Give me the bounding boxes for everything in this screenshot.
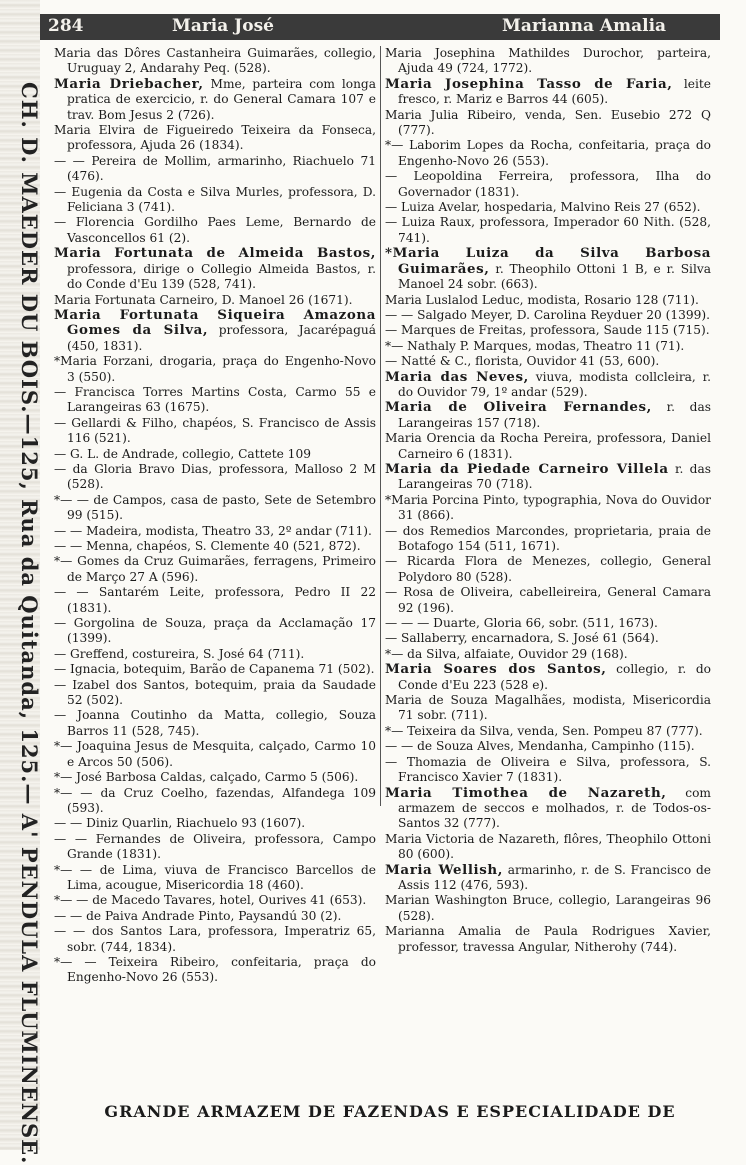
entry-text: — Joanna Coutinho da Matta, collegio, Souza Barros 11 (528, 745). — [54, 708, 376, 738]
directory-entry — [54, 447, 376, 462]
entry-text: Maria Elvira de Figueiredo Teixeira da Fonseca, professora, Ajuda 26 (1834). — [54, 123, 376, 153]
entry-text: — Sallaberry, encarnadora, S. José 61 (564). — [385, 631, 659, 646]
directory-entry — [385, 77, 711, 108]
directory-entry — [54, 539, 376, 554]
entry-name: Maria Wellish, — [385, 861, 503, 878]
entry-text: Mme, parteira com longa pratica de exercicio, r. do General Camara 107 e trav. Bom Jesus 2 (726). — [67, 76, 376, 122]
directory-entry — [54, 739, 376, 770]
directory-entry — [385, 755, 711, 786]
entry-text: — da Gloria Bravo Dias, professora, Malloso 2 M (528). — [54, 461, 376, 492]
entry-text: Maria das Dôres Castanheira Guimarães, collegio, Uruguay 2, Andarahy Peq. (528). — [54, 46, 376, 76]
right-running-head: Marianna Amalia — [502, 16, 667, 36]
directory-entry — [54, 893, 376, 908]
directory-entry — [385, 786, 711, 832]
directory-entry — [54, 647, 376, 662]
directory-entry — [385, 863, 711, 894]
directory-entry — [54, 678, 376, 709]
directory-entry — [54, 909, 376, 924]
directory-entry — [385, 647, 711, 662]
entry-text: — — Fernandes de Oliveira, professora, Campo Grande (1831). — [54, 831, 376, 862]
entry-text: *— — de Macedo Tavares, hotel, Ourives 41 (653). — [54, 893, 367, 908]
directory-entry — [385, 370, 711, 401]
entry-text: — Ignacia, botequim, Barão de Capanema 71 (502). — [54, 662, 375, 677]
entry-text: *— — Teixeira Ribeiro, confeitaria, praça do Engenho-Novo 26 (553). — [54, 954, 376, 985]
entry-text: r. das Larangeiras 157 (718). — [398, 400, 711, 430]
footer-advert: GRANDE ARMAZEM DE FAZENDAS E ESPECIALIDADE DE — [104, 1102, 676, 1121]
entry-text: — — de Souza Alves, Mendanha, Campinho (115). — [385, 739, 695, 754]
entry-name: Maria Driebacher, — [54, 75, 204, 92]
directory-entry — [54, 154, 376, 185]
entry-text: — Luiza Raux, professora, Imperador 60 Nith. (528, 741). — [385, 215, 711, 245]
entry-text: professora, Jacarépaguá (450, 1831). — [67, 323, 376, 353]
directory-entry — [54, 786, 376, 817]
entry-name: Maria Fortunata de Almeida Bastos, — [54, 245, 376, 262]
entry-text: viuva, modista collcleira, r. do Ouvidor 79, 1º andar (529). — [398, 369, 711, 399]
entry-text: — Ricarda Flora de Menezes, collegio, General Polydoro 80 (528). — [385, 554, 711, 584]
directory-entry — [385, 400, 711, 431]
directory-entry — [385, 662, 711, 693]
directory-entry — [54, 354, 376, 385]
directory-entry — [385, 293, 711, 308]
entry-text: — — de Paiva Andrade Pinto, Paysandú 30 (2). — [54, 908, 342, 923]
side-banner — [12, 82, 48, 1165]
entry-text: *— Gomes da Cruz Guimarães, ferragens, Primeiro de Março 27 A (596). — [54, 554, 376, 584]
entry-text: Marian Washington Bruce, collegio, Larangeiras 96 (528). — [385, 893, 711, 923]
entry-name: *Maria Luiza da Silva Barbosa Guimarães, — [385, 245, 711, 277]
directory-column-right — [385, 46, 711, 955]
directory-column-left — [54, 46, 376, 986]
entry-text: — Greffend, costureira, S. José 64 (711). — [54, 646, 305, 661]
entry-text: *— — da Cruz Coelho, fazendas, Alfandega 109 (593). — [54, 785, 376, 815]
entry-name: Maria Fortunata Siqueira Amazona Gomes da Silva, — [54, 306, 376, 339]
entry-text: *— Nathaly P. Marques, modas, Theatro 11 (71). — [385, 338, 685, 353]
directory-entry — [385, 354, 711, 369]
directory-entry — [54, 77, 376, 123]
entry-text: — — dos Santos Lara, professora, Imperatriz 65, sobr. (744, 1834). — [54, 924, 376, 954]
directory-entry — [54, 955, 376, 986]
entry-text: — — Salgado Meyer, D. Carolina Reyduer 20 (1399). — [385, 307, 710, 322]
directory-entry — [54, 863, 376, 894]
directory-entry — [385, 693, 711, 724]
entry-text: Maria Fortunata Carneiro, D. Manoel 26 (1671). — [54, 292, 353, 307]
entry-text: *Maria Forzani, drogaria, praça do Engenho-Novo 3 (550). — [54, 354, 376, 384]
entry-text: com armazem de seccos e molhados, r. de Todos-os-Santos 32 (777). — [398, 785, 711, 831]
entry-text: — — Santarém Leite, professora, Pedro II 22 (1831). — [54, 585, 376, 615]
entry-text: — Francisca Torres Martins Costa, Carmo 55 e Larangeiras 63 (1675). — [54, 384, 376, 415]
entry-text: Marianna Amalia de Paula Rodrigues Xavier, professor, travessa Angular, Nitherohy (744). — [385, 924, 711, 954]
column-divider — [380, 46, 381, 806]
directory-entry — [54, 246, 376, 292]
entry-text: *— Teixeira da Silva, venda, Sen. Pompeu 87 (777). — [385, 723, 703, 738]
left-running-head: Maria José — [172, 16, 274, 36]
directory-entry — [54, 293, 376, 308]
directory-entry — [385, 585, 711, 616]
entry-text: leite fresco, r. Mariz e Barros 44 (605). — [398, 76, 711, 107]
entry-text: *— Laborim Lopes da Rocha, confeitaria, praça do Engenho-Novo 26 (553). — [385, 138, 711, 168]
directory-entry — [54, 46, 376, 77]
entry-text: collegio, r. do Conde d'Eu 223 (528 e). — [398, 662, 711, 692]
entry-text: — dos Remedios Marcondes, proprietaria, praia de Botafogo 154 (511, 1671). — [385, 523, 711, 553]
entry-text: — Thomazia de Oliveira e Silva, professora, S. Francisco Xavier 7 (1831). — [385, 754, 711, 785]
entry-text: — Eugenia da Costa e Silva Murles, professora, D. Feliciana 3 (741). — [54, 184, 376, 215]
entry-text: *— José Barbosa Caldas, calçado, Carmo 5 (506). — [54, 770, 359, 785]
entry-text: — Gellardi & Filho, chapéos, S. Francisco de Assis 116 (521). — [54, 415, 376, 446]
directory-entry — [385, 924, 711, 955]
entry-text: — Izabel dos Santos, botequim, praia da Saudade 52 (502). — [54, 677, 376, 708]
directory-entry — [54, 123, 376, 154]
directory-entry — [54, 924, 376, 955]
entry-text: *Maria Porcina Pinto, typographia, Nova do Ouvidor 31 (866). — [385, 492, 711, 523]
entry-text: — — Pereira de Mollim, armarinho, Riachuelo 71 (476). — [54, 153, 376, 184]
entry-text: r. das Larangeiras 70 (718). — [398, 461, 711, 492]
entry-name: Maria de Oliveira Fernandes, — [385, 399, 652, 416]
entry-text: — Gorgolina de Souza, praça da Acclamação 17 (1399). — [54, 616, 376, 646]
entry-text: professora, dirige o Collegio Almeida Bastos, r. do Conde d'Eu 139 (528, 741). — [67, 261, 376, 292]
directory-entry — [54, 462, 376, 493]
directory-entry — [54, 215, 376, 246]
directory-entry — [385, 431, 711, 462]
directory-entry — [54, 770, 376, 785]
entry-text: r. Theophilo Ottoni 1 B, e r. Silva Manoel 24 sobr. (663). — [398, 261, 711, 292]
directory-entry — [385, 215, 711, 246]
side-banner-text: CH. D. MAEDER DU BOIS.—125, Rua da Quitanda, 125.— A' PENDULA FLUMINENSE. — [17, 82, 42, 1165]
directory-entry — [54, 308, 376, 354]
directory-entry — [385, 832, 711, 863]
directory-entry — [385, 739, 711, 754]
entry-text: — Florencia Gordilho Paes Leme, Bernardo de Vasconcellos 61 (2). — [54, 215, 376, 245]
entry-text: *— Joaquina Jesus de Mesquita, calçado, Carmo 10 e Arcos 50 (506). — [54, 739, 376, 769]
entry-name: Maria Soares dos Santos, — [385, 661, 607, 678]
directory-entry — [385, 462, 711, 493]
directory-entry — [385, 246, 711, 292]
directory-entry — [54, 816, 376, 831]
directory-entry — [385, 323, 711, 338]
entry-text: Maria de Souza Magalhães, modista, Misericordia 71 sobr. (711). — [385, 693, 711, 723]
entry-text: — — — Duarte, Gloria 66, sobr. (511, 1673). — [385, 616, 658, 631]
entry-name: Maria Timothea de Nazareth, — [385, 784, 667, 801]
entry-text: Maria Josephina Mathildes Durochor, parteira, Ajuda 49 (724, 1772). — [385, 46, 711, 76]
directory-entry — [385, 724, 711, 739]
entry-text: — — Diniz Quarlin, Riachuelo 93 (1607). — [54, 816, 306, 831]
entry-text: — Leopoldina Ferreira, professora, Ilha do Governador (1831). — [385, 169, 711, 199]
page-number: 284 — [48, 16, 84, 36]
directory-entry — [54, 493, 376, 524]
directory-entry — [54, 708, 376, 739]
directory-entry — [385, 200, 711, 215]
directory-entry — [54, 585, 376, 616]
entry-name: Maria Josephina Tasso de Faria, — [385, 75, 673, 92]
directory-entry — [385, 616, 711, 631]
entry-text: armarinho, r. de S. Francisco de Assis 112 (476, 593). — [398, 862, 711, 892]
entry-text: — — Madeira, modista, Theatro 33, 2º andar (711). — [54, 523, 372, 538]
entry-name: Maria das Neves, — [385, 368, 529, 385]
entry-text: *— da Silva, alfaiate, Ouvidor 29 (168). — [385, 646, 628, 661]
directory-entry — [385, 631, 711, 646]
entry-text: *— — de Lima, viuva de Francisco Barcellos de Lima, acougue, Misericordia 18 (460). — [54, 862, 376, 892]
directory-entry — [385, 108, 711, 139]
entry-text: — Luiza Avelar, hospedaria, Malvino Reis 27 (652). — [385, 200, 701, 215]
directory-entry — [54, 662, 376, 677]
directory-entry — [54, 416, 376, 447]
directory-entry — [385, 46, 711, 77]
entry-text: Maria Orencia da Rocha Pereira, professora, Daniel Carneiro 6 (1831). — [385, 431, 711, 461]
directory-entry — [385, 308, 711, 323]
entry-text: — — Menna, chapéos, S. Clemente 40 (521, 872). — [54, 539, 361, 553]
directory-entry — [54, 524, 376, 539]
directory-entry — [385, 524, 711, 555]
entry-text: — Marques de Freitas, professora, Saude 115 (715). — [385, 323, 710, 338]
directory-entry — [385, 339, 711, 354]
directory-entry — [385, 493, 711, 524]
directory-entry — [54, 554, 376, 585]
entry-text: — G. L. de Andrade, collegio, Cattete 109 — [54, 446, 311, 461]
entry-text: Maria Victoria de Nazareth, flôres, Theophilo Ottoni 80 (600). — [385, 831, 711, 862]
entry-text: Maria Julia Ribeiro, venda, Sen. Eusebio 272 Q (777). — [385, 107, 711, 138]
directory-entry — [385, 169, 711, 200]
directory-entry — [385, 554, 711, 585]
entry-name: Maria da Piedade Carneiro Villela — [385, 460, 669, 477]
directory-entry — [54, 185, 376, 216]
directory-entry — [385, 138, 711, 169]
entry-text: — Rosa de Oliveira, cabelleireira, General Camara 92 (196). — [385, 585, 711, 615]
entry-text: — Natté & C., florista, Ouvidor 41 (53, 600). — [385, 354, 660, 369]
directory-entry — [54, 616, 376, 647]
running-header — [40, 14, 720, 40]
directory-entry — [385, 893, 711, 924]
directory-entry — [54, 385, 376, 416]
entry-text: Maria Luslalod Leduc, modista, Rosario 128 (711). — [385, 292, 699, 307]
directory-entry — [54, 832, 376, 863]
entry-text: *— — de Campos, casa de pasto, Sete de Setembro 99 (515). — [54, 492, 376, 523]
